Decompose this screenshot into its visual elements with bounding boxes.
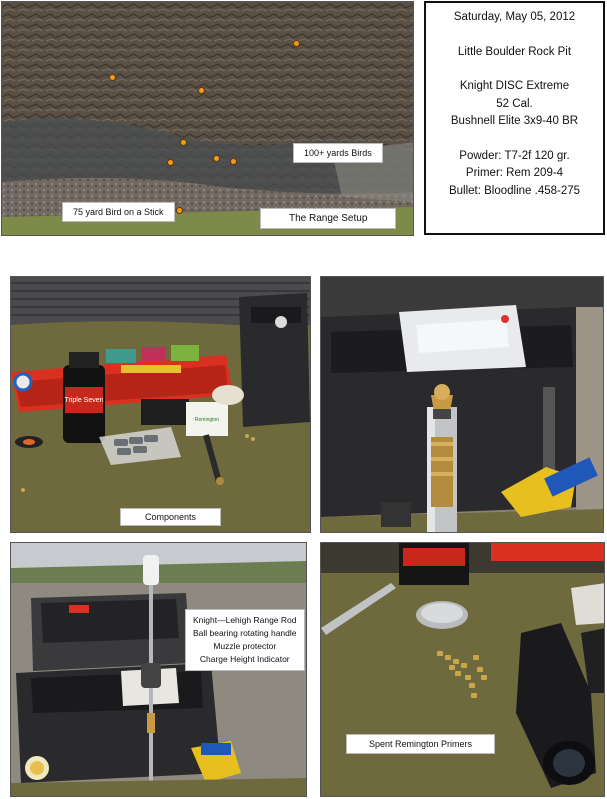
target-dot: [167, 159, 174, 166]
info-date: Saturday, May 05, 2012: [453, 11, 576, 23]
rod-caption-line: Muzzle protector: [213, 641, 277, 651]
range-rod-closeup-image: [321, 277, 604, 533]
primer-box-label: Remington: [194, 417, 220, 423]
spent-primers-caption: Spent Remington Primers: [346, 734, 495, 754]
range-rod-caption: [185, 609, 305, 671]
info-rifle: Knight DISC Extreme: [459, 80, 570, 92]
info-caliber: 52 Cal.: [496, 97, 533, 110]
load-info-box: [424, 1, 605, 235]
spent-primers-photo: [320, 542, 605, 797]
components-caption: Components: [120, 508, 221, 526]
target-dot: [293, 40, 300, 47]
target-dot: [109, 74, 116, 81]
range-rod-closeup-photo: [320, 276, 604, 533]
info-scope: Bushnell Elite 3x9-40 BR: [450, 115, 579, 127]
target-dot: [213, 155, 220, 162]
info-location: Little Boulder Rock Pit: [457, 45, 572, 58]
target-dot: [176, 207, 183, 214]
rod-caption-line: Knight—Lehigh Range Rod: [193, 615, 297, 625]
rod-caption-line: Ball bearing rotating handle: [193, 628, 297, 638]
components-image: [11, 277, 311, 533]
label-75-yard-bird: 75 yard Bird on a Stick: [62, 202, 175, 222]
range-setup-image: [2, 2, 414, 236]
target-dot: [198, 87, 205, 94]
info-bullet: Bullet: Bloodline .458-275: [448, 184, 581, 197]
target-dot: [230, 158, 237, 165]
range-rod-photo: [10, 542, 307, 797]
label-100-yard-birds: 100+ yards Birds: [293, 143, 383, 163]
powder-bottle-label: Triple Seven: [64, 397, 104, 404]
components-photo: [10, 276, 311, 533]
spent-primers-image: [321, 543, 605, 797]
range-setup-caption: The Range Setup: [260, 208, 396, 229]
rod-caption-line: Charge Height Indicator: [199, 654, 290, 664]
info-powder: Powder: T7-2f 120 gr.: [459, 149, 570, 162]
range-setup-photo: [1, 1, 414, 236]
target-dot: [180, 139, 187, 146]
info-primer: Primer: Rem 209-4: [465, 167, 564, 179]
